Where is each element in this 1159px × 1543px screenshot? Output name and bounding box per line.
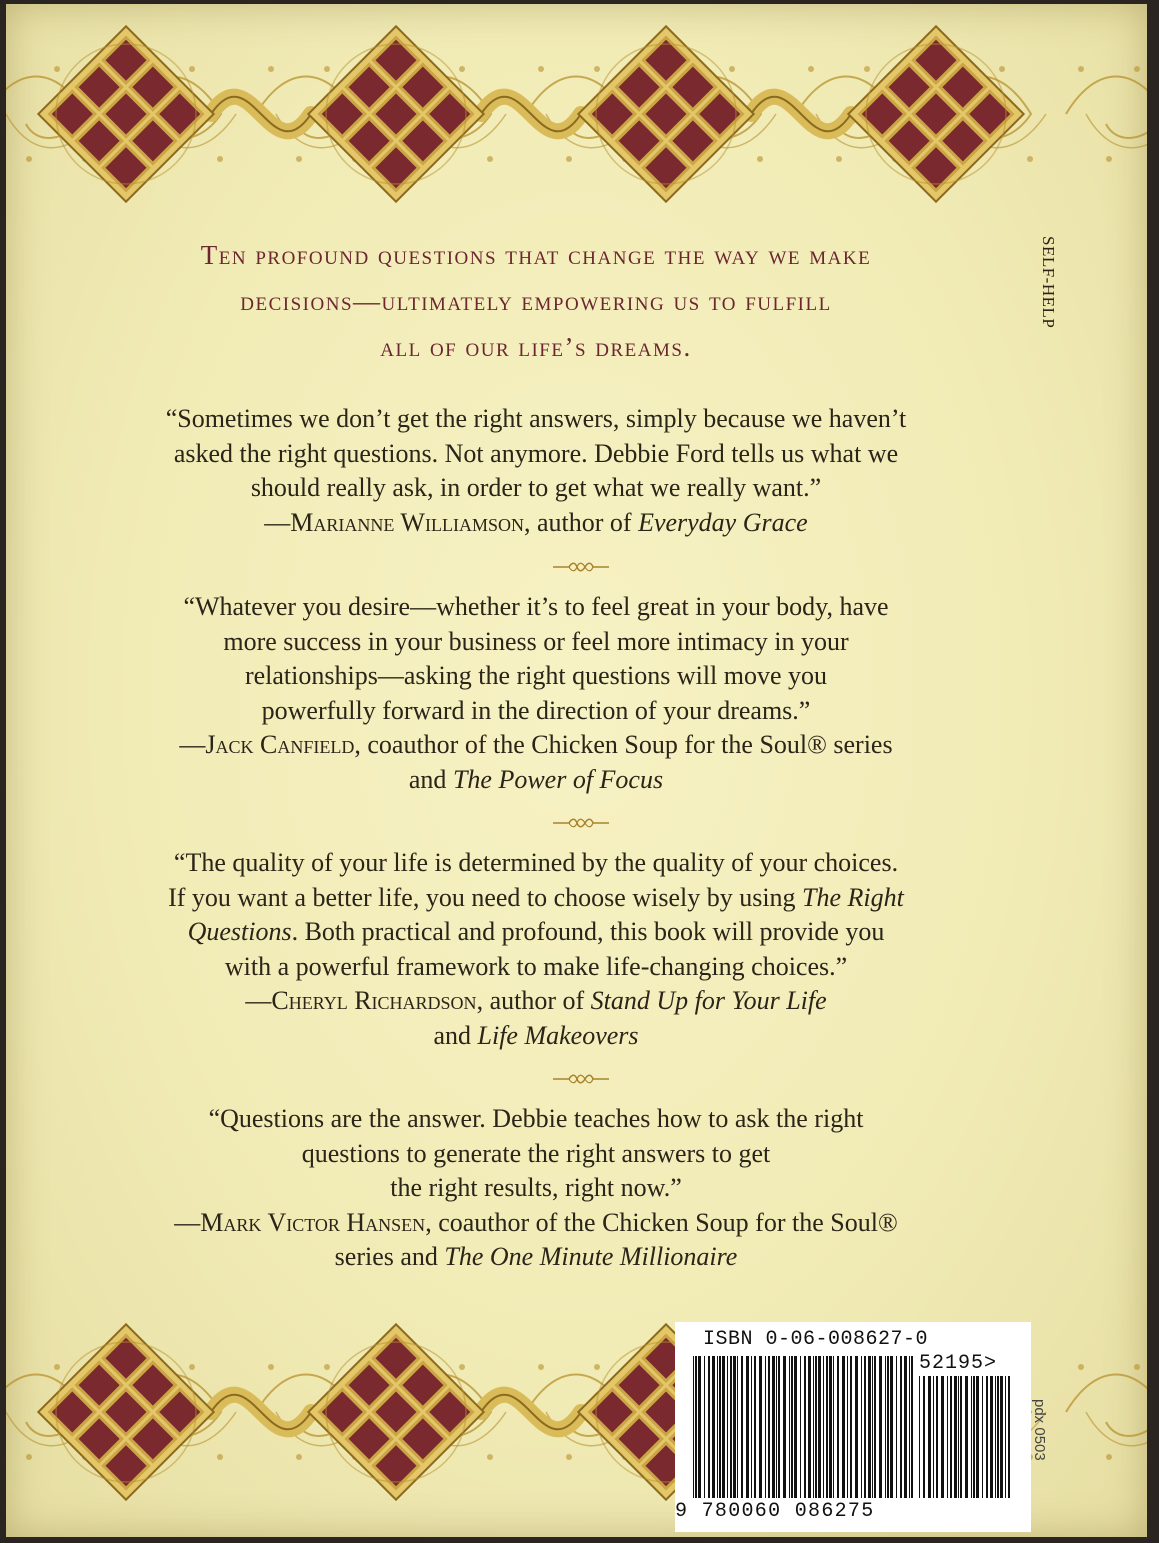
quote-attribution-cont — [116, 1019, 956, 1054]
quote-role: , author of — [476, 986, 591, 1015]
tagline — [126, 232, 946, 370]
barcode-bar — [995, 1376, 996, 1498]
barcode-bar — [909, 1356, 910, 1498]
barcode-bar — [733, 1356, 736, 1498]
barcode-bar — [708, 1356, 710, 1498]
barcode-bar — [855, 1356, 858, 1498]
barcode-bar — [791, 1356, 793, 1498]
barcode-bar — [847, 1356, 848, 1498]
barcode-bar — [890, 1356, 893, 1498]
quote-role: , author of — [523, 507, 639, 537]
quote-line: “The quality of your life is determined by the quality of your choices. — [173, 848, 899, 877]
barcode-bar — [950, 1376, 952, 1498]
quote-role: , coauthor of the Chicken Soup for the Soul® series — [354, 730, 893, 759]
barcode-bar — [842, 1356, 845, 1498]
quote-line — [116, 881, 956, 916]
endorsement-quote-williamson — [116, 402, 956, 540]
print-code-text: pdx 0503 — [1031, 1399, 1048, 1461]
barcode-bar — [808, 1356, 811, 1498]
endorsement-quote-canfield — [116, 590, 956, 797]
print-code — [1026, 1399, 1048, 1519]
ornament-divider — [551, 1072, 611, 1086]
barcode-bar — [800, 1356, 801, 1498]
ornament-divider — [551, 816, 611, 830]
quote-line: more success in your business or feel more intimacy in your — [223, 626, 849, 656]
barcode-bar — [868, 1356, 871, 1498]
barcode-bar — [923, 1376, 925, 1498]
barcode-bar — [1008, 1376, 1010, 1498]
celtic-border-top — [6, 4, 1147, 204]
barcode-bar — [759, 1356, 762, 1498]
barcode-bar — [704, 1356, 705, 1498]
quote-line: “Questions are the answer. Debbie teaches how to ask the right — [208, 1104, 864, 1133]
quote-attribution — [116, 1206, 956, 1241]
barcode-bar — [936, 1376, 938, 1498]
barcode-bar — [928, 1376, 931, 1498]
tagline-line: Ten profound questions that change the way we make — [200, 240, 872, 270]
tagline-line: decisions—ultimately empowering us to fulfill — [240, 286, 832, 316]
quote-connector: series and — [334, 1242, 445, 1271]
barcode-bar — [776, 1356, 777, 1498]
barcode-bar — [730, 1356, 732, 1498]
quote-book-title: Questions — [187, 917, 292, 946]
ean-digits: 9 780060 086275 — [675, 1500, 875, 1523]
quote-work: The Power of Focus — [452, 764, 664, 794]
barcode-bar — [861, 1356, 862, 1498]
quote-connector: and — [433, 1020, 478, 1050]
quote-line: questions to generate the right answers to get — [301, 1138, 771, 1168]
barcode-bar — [885, 1356, 886, 1498]
barcode-bar — [794, 1356, 797, 1498]
barcode-bar — [976, 1376, 979, 1498]
barcode-bar — [904, 1356, 907, 1498]
quote-author: —Marianne Williamson — [264, 507, 524, 537]
quote-book-title: The Right — [802, 882, 904, 912]
barcode-bar — [698, 1356, 701, 1498]
quote-line: relationships—asking the right questions will move you — [244, 661, 828, 690]
barcode-bar — [1000, 1376, 1003, 1498]
quote-connector: and — [408, 764, 453, 794]
quote-line: with a powerful framework to make life-changing choices.” — [224, 951, 848, 981]
barcode-bar — [874, 1356, 876, 1498]
barcode-bar — [947, 1376, 948, 1498]
quote-line — [116, 915, 956, 950]
barcode-bar — [826, 1356, 828, 1498]
barcode-bar — [722, 1356, 725, 1498]
quote-attribution-cont — [116, 1240, 956, 1275]
barcode-bar — [833, 1356, 834, 1498]
quote-work: Stand Up for Your Life — [590, 986, 827, 1015]
barcode-bar — [778, 1356, 780, 1498]
ornament-divider — [551, 560, 611, 574]
barcode-bar — [813, 1356, 814, 1498]
barcode-bar — [804, 1356, 806, 1498]
barcode-bar — [727, 1356, 728, 1498]
barcode-bar — [741, 1356, 743, 1498]
barcode-bar — [933, 1376, 934, 1498]
barcode-bar — [850, 1356, 852, 1498]
barcode-bar — [737, 1356, 738, 1498]
barcode-bar — [990, 1376, 993, 1498]
celtic-knot-ornament — [6, 4, 1147, 204]
isbn-text: ISBN 0-06-008627-0 — [703, 1328, 929, 1351]
barcode-bar — [719, 1356, 721, 1498]
barcode-bar — [879, 1356, 882, 1498]
quote-line: “Sometimes we don’t get the right answers, simply because we haven’t — [165, 404, 907, 433]
tagline-line: all of our life’s dreams. — [380, 332, 692, 362]
barcode-bar — [965, 1376, 968, 1498]
barcode-bar — [1005, 1376, 1006, 1498]
price-code: 52195> — [919, 1352, 998, 1375]
quote-author: —Cheryl Richardson — [245, 986, 477, 1015]
quote-author: —Jack Canfield — [179, 730, 355, 759]
barcode-bar — [971, 1376, 972, 1498]
barcode-bar — [960, 1376, 962, 1498]
barcode-bar — [746, 1356, 749, 1498]
quote-attribution — [116, 728, 956, 763]
barcode-bar — [941, 1376, 944, 1498]
barcode-bar — [997, 1376, 999, 1498]
barcode-bar — [768, 1356, 770, 1498]
quote-line: powerfully forward in the direction of your dreams.” — [261, 695, 811, 725]
barcode-label — [675, 1322, 1031, 1532]
barcode-bar — [695, 1356, 697, 1498]
quote-work: Life Makeovers — [477, 1020, 639, 1050]
quote-attribution — [116, 984, 956, 1019]
barcode-bar — [973, 1376, 975, 1498]
quote-author: —Mark Victor Hansen — [174, 1207, 426, 1237]
barcode-bar — [872, 1356, 873, 1498]
quote-text: . Both practical and profound, this book will provide you — [291, 917, 885, 946]
barcode-bar — [751, 1356, 752, 1498]
barcode-bar — [818, 1356, 821, 1498]
endorsement-quote-richardson — [116, 846, 956, 1053]
barcode-bar — [829, 1356, 832, 1498]
price-barcode — [917, 1376, 1013, 1498]
quote-line: should really ask, in order to get what we really want.” — [250, 473, 822, 502]
quote-work: The One Minute Millionaire — [444, 1242, 738, 1271]
barcode-bar — [783, 1356, 786, 1498]
barcode-bar — [693, 1356, 694, 1498]
barcode-bar — [823, 1356, 824, 1498]
quote-attribution — [116, 506, 956, 541]
barcode-bar — [954, 1376, 957, 1498]
book-back-cover — [6, 4, 1147, 1537]
barcode-bar — [815, 1356, 817, 1498]
barcode-bar — [765, 1356, 766, 1498]
barcode-bar — [900, 1356, 902, 1498]
barcode-bar — [896, 1356, 897, 1498]
barcode-bar — [754, 1356, 756, 1498]
barcode-bar — [789, 1356, 790, 1498]
barcode-bar — [958, 1376, 959, 1498]
barcode-bar — [986, 1376, 988, 1498]
quote-line: asked the right questions. Not anymore. Debbie Ford tells us what we — [173, 438, 899, 468]
barcode-bar — [887, 1356, 889, 1498]
barcode-bar — [712, 1356, 715, 1498]
quote-work: Everyday Grace — [638, 507, 808, 537]
quote-text: If you want a better life, you need to choose wisely by using — [168, 882, 803, 912]
quote-line: “Whatever you desire—whether it’s to feel great in your body, have — [183, 592, 889, 621]
barcode-bar — [864, 1356, 866, 1498]
barcode-bar — [911, 1356, 913, 1498]
category-label — [1034, 236, 1058, 376]
barcode-bar — [772, 1356, 775, 1498]
quote-role: , coauthor of the Chicken Soup for the Soul® — [425, 1207, 898, 1237]
quote-line: the right results, right now.” — [390, 1173, 682, 1202]
category-label-text: SELF-HELP — [1039, 236, 1058, 329]
barcode-bar — [837, 1356, 839, 1498]
endorsement-quote-hansen — [116, 1102, 956, 1275]
barcode-bar — [717, 1356, 718, 1498]
barcode-bar — [982, 1376, 983, 1498]
quote-attribution-cont — [116, 763, 956, 798]
ean-barcode — [691, 1356, 917, 1498]
barcode-bar — [919, 1376, 920, 1498]
